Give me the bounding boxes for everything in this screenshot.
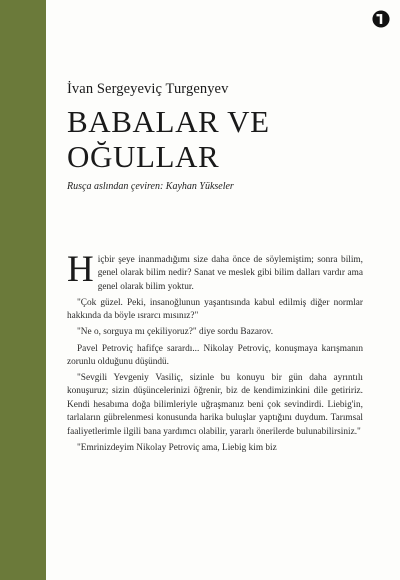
author-name: İvan Sergeyeviç Turgenyev [67, 81, 229, 97]
translator-credit: Rusça aslından çeviren: Kayhan Yükseler [67, 181, 234, 192]
title-line-1: BABALAR VE [67, 104, 270, 139]
title-line-2: OĞULLAR [67, 139, 220, 174]
paragraph-1-text: içbir şeye inanmadığımı size daha önce de söylemiştim; sonra bilim, genel olarak bilim nedir? Sanat ve meslek gibi bilim dalları vardır ama genel olarak bilim yoktur. [97, 255, 363, 292]
excerpt-text [67, 249, 363, 458]
paragraph-5: "Sevgili Yevgeniy Vasiliç, sizinle bu konuyu bir gün daha ayrıntılı konuşuruz; sizin düşüncelerinizi öğrenir, biz de kendimizinkini dile getiririz. Kendi hesabıma doğa bilimleriyle uğraşmanız beni çok sevindirdi. Liebig'in, tarlaların gübrelenmesi konusunda harika buluşlar yaptığını duydum. Tarımsal faaliyetlerimle ilgili bana yardımcı olabilir, yararlı önerilerde bulunabilirsiniz." [67, 373, 363, 437]
paragraph-2: "Çok güzel. Peki, insanoğlunun yaşantısında kabul edilmiş diğer normlar hakkında da böyle ısrarcı mısınız?" [67, 297, 363, 322]
publisher-logo-icon [372, 10, 390, 28]
paragraph-3: "Ne o, sorguya mı çekiliyoruz?" diye sordu Bazarov. [77, 327, 274, 338]
drop-cap: H [67, 249, 94, 290]
green-spine [0, 0, 46, 580]
paragraph-1 [67, 249, 363, 294]
book-title [67, 104, 387, 174]
paragraph-4: Pavel Petroviç hafifçe sarardı... Nikolay Petroviç, konuşmaya karışmanın zorunlu olduğunu düşündü. [67, 343, 363, 367]
cover-heading [67, 80, 387, 193]
paragraph-6: "Emrinizdeyim Nikolay Petroviç ama, Liebig kim biz [77, 442, 277, 453]
